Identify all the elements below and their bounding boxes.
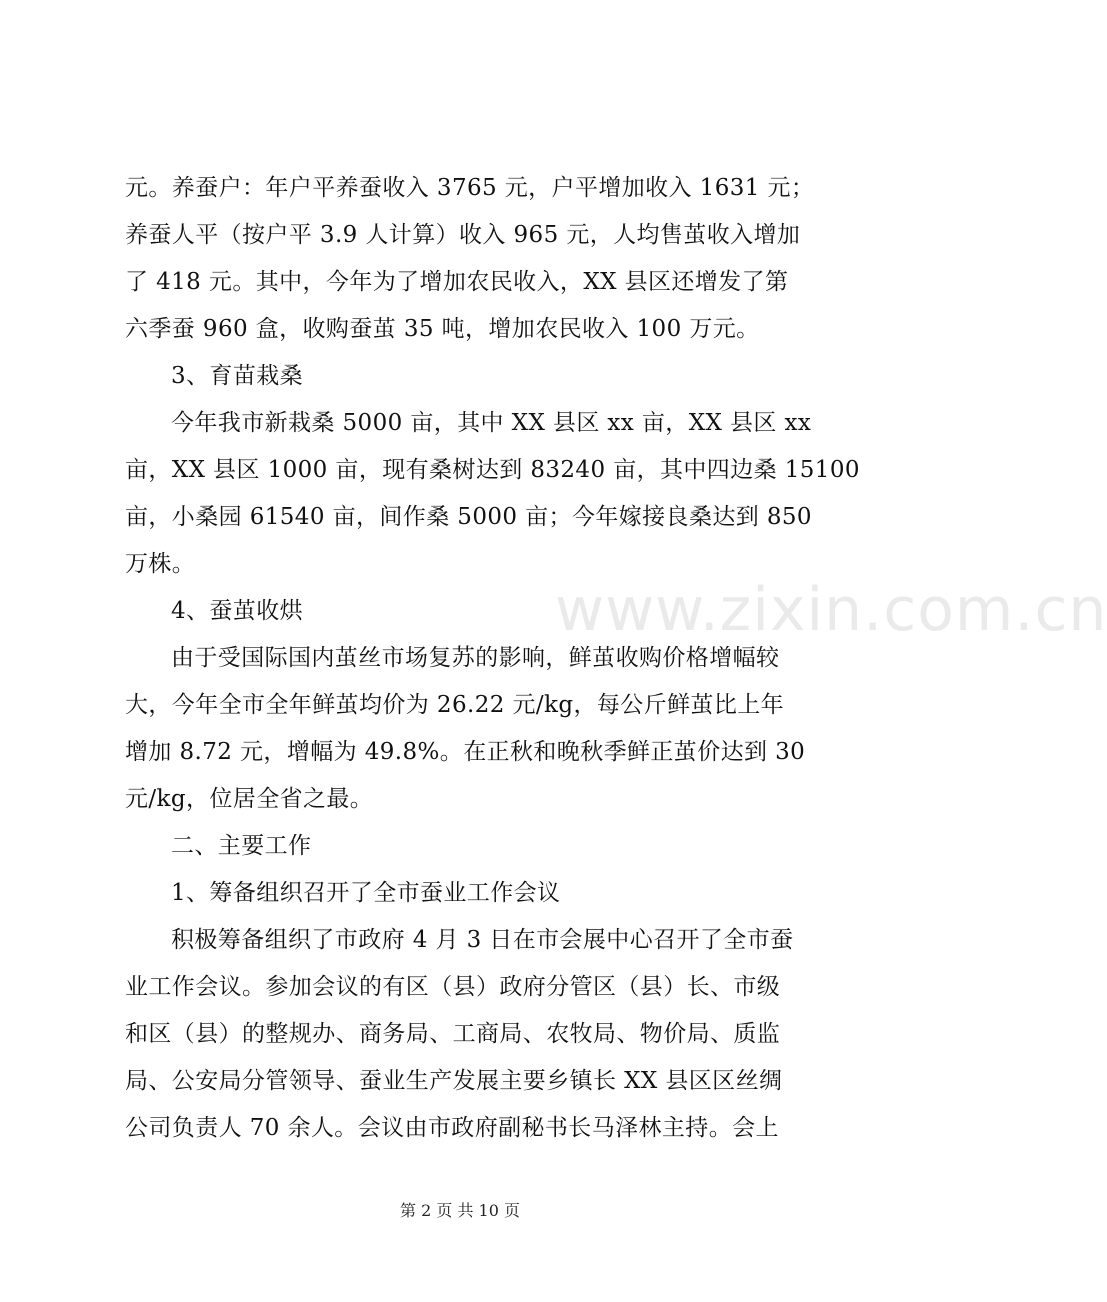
paragraph-first-line: 今年我市新栽桑 5000 亩，其中 XX 县区 xx 亩，XX 县区 xx	[171, 410, 812, 436]
body-line: 增加 8.72 元，增幅为 49.8%。在正秋和晚秋季鲜正茧价达到 30	[125, 739, 806, 765]
body-line: 六季蚕 960 盒，收购蚕茧 35 吨，增加农民收入 100 万元。	[125, 316, 760, 342]
subsection-heading: 1、筹备组织召开了全市蚕业工作会议	[171, 880, 561, 906]
body-line: 元/kg，位居全省之最。	[125, 786, 374, 812]
paragraph-first-line: 积极筹备组织了市政府 4 月 3 日在市会展中心召开了全市蚕	[171, 927, 794, 953]
body-line: 大，今年全市全年鲜茧均价为 26.22 元/kg，每公斤鲜茧比上年	[125, 692, 785, 718]
section-heading: 3、育苗栽桑	[171, 363, 304, 389]
body-line: 亩，小桑园 61540 亩，间作桑 5000 亩；今年嫁接良桑达到 850	[125, 504, 812, 530]
paragraph-first-line: 由于受国际国内茧丝市场复苏的影响，鲜茧收购价格增幅较	[171, 645, 780, 671]
body-line: 元。养蚕户：年户平养蚕收入 3765 元，户平增加收入 1631 元；	[125, 175, 815, 201]
body-line: 和区（县）的整规办、商务局、工商局、农牧局、物价局、质监	[125, 1021, 781, 1047]
section-heading: 4、蚕茧收烘	[171, 598, 304, 624]
body-line: 公司负责人 70 余人。会议由市政府副秘书长马泽林主持。会上	[125, 1115, 779, 1141]
page-number-footer: 第 2 页 共 10 页	[400, 1201, 520, 1220]
body-line: 万株。	[125, 551, 196, 577]
watermark: www.zixin.com.cn	[555, 575, 1107, 645]
body-line: 业工作会议。参加会议的有区（县）政府分管区（县）长、市级	[125, 974, 781, 1000]
body-line: 了 418 元。其中，今年为了增加农民收入，XX 县区还增发了第	[125, 269, 789, 295]
body-line: 局、公安局分管领导、蚕业生产发展主要乡镇长 XX 县区区丝绸	[125, 1068, 783, 1094]
section-heading: 二、主要工作	[171, 833, 312, 859]
body-line: 养蚕人平（按户平 3.9 人计算）收入 965 元，人均售茧收入增加	[125, 222, 801, 248]
body-line: 亩，XX 县区 1000 亩，现有桑树达到 83240 亩，其中四边桑 15100	[125, 457, 860, 483]
